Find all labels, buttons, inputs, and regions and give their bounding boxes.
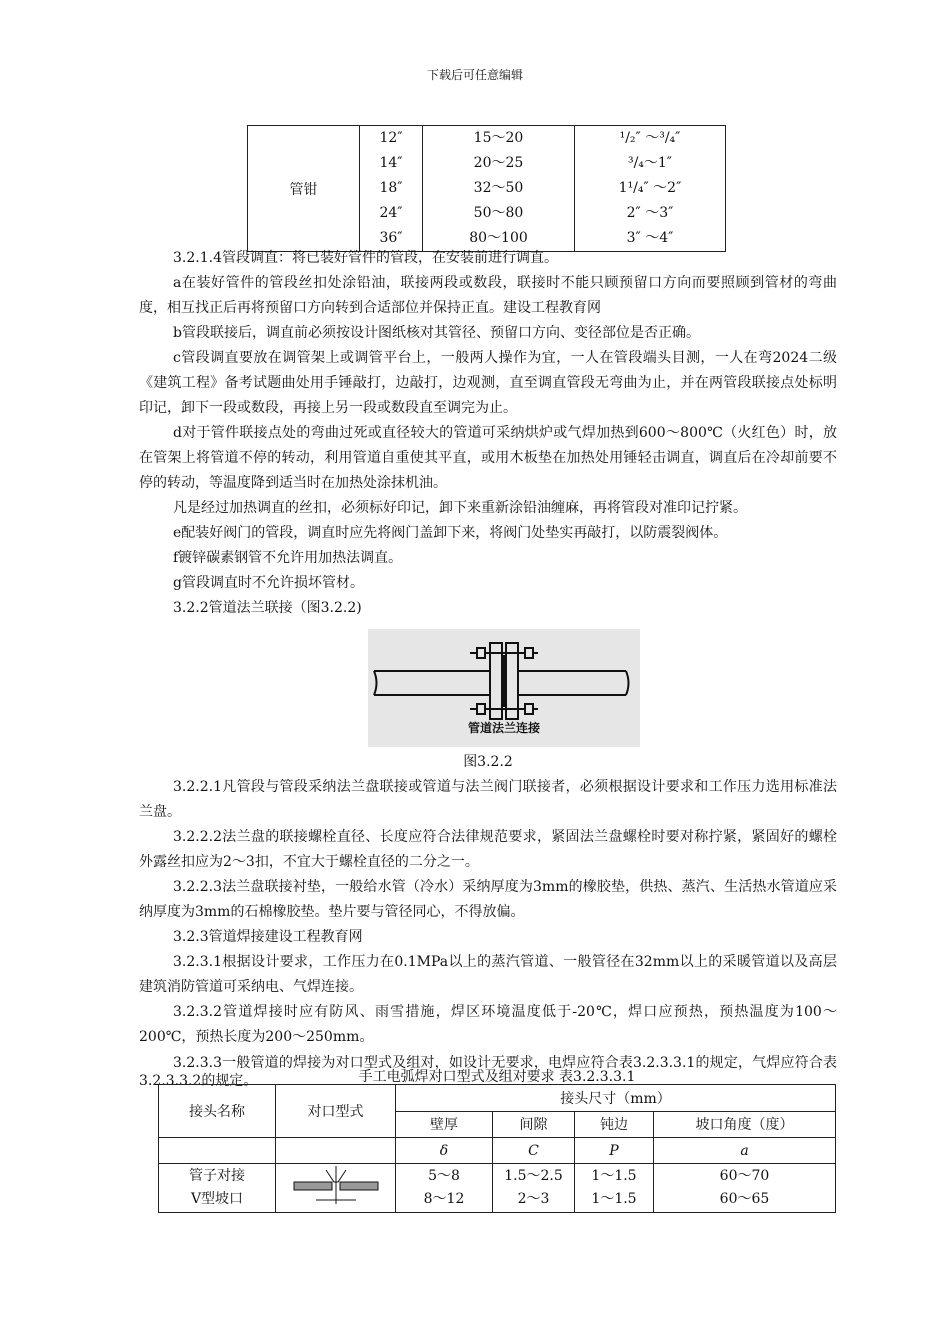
- page-header: 下载后可任意编辑: [426, 68, 523, 82]
- joint-name-cell: [159, 1164, 276, 1213]
- size-value: 14″: [379, 155, 403, 171]
- symbol-blunt: P: [575, 1138, 654, 1164]
- sub-header-gap: 间隙: [493, 1111, 575, 1138]
- sub-header-wall: 壁厚: [396, 1111, 493, 1138]
- range-value: 20～25: [473, 155, 524, 171]
- row-header-blank: [276, 1138, 396, 1164]
- paragraph: b管段联接后，调直前必须按设计图纸核对其管径、预留口方向、变径部位是否正确。: [173, 325, 700, 341]
- gap-value: 1.5～2.5: [504, 1168, 563, 1184]
- paragraph: e配装好阀门的管段，调直时应先将阀门盖卸下来，将阀门处垫实再敲打，以防震裂阀体。: [173, 525, 728, 541]
- paragraph: 3.2.2.1凡管段与管段采纳法兰盘联接或管道与法兰阀门联接者，必须根据设计要求和工作压力选用标准法兰盘。: [139, 779, 837, 820]
- angle-value: 60～70: [719, 1168, 770, 1184]
- joint-name: V型坡口: [190, 1191, 244, 1207]
- pipe-size-cell: [575, 126, 726, 252]
- blunt-value: 1～1.5: [591, 1168, 637, 1184]
- paragraph: a在装好管件的管段丝扣处涂铅油，联接两段或数段，联接时不能只顾预留口方向而要照顾到管材的弯曲度，相互找正后再将预留口方向转到合适部位并保持正直。建设工程教育网: [139, 275, 837, 316]
- section-heading: 3.2.3管道焊接建设工程教育网: [173, 929, 363, 945]
- col-header-dims: 接头尺寸（mm）: [396, 1085, 836, 1112]
- paragraph: d对于管件联接点处的弯曲过死或直径较大的管道可采纳烘炉或气焊加热到600～800℃（火红色）时，放在管架上将管道不停的转动，利用管道自重使其平直，或用木板垫在加热处用锤轻击调直，调直后在冷却前要不停的转动，等温度降到适当时在加热处涂抹机油。: [139, 425, 837, 491]
- angle-cell: [654, 1164, 836, 1213]
- size-value: 24″: [379, 205, 403, 221]
- range-value: 50～80: [473, 205, 524, 221]
- table-title: 手工电弧焊对口型式及组对要求 表3.2.3.3.1: [358, 1069, 636, 1085]
- symbol-gap: C: [493, 1138, 575, 1164]
- sub-header-blunt: 钝边: [575, 1111, 654, 1138]
- paragraph: 3.2.3.1根据设计要求，工作压力在0.1MPa以上的蒸汽管道、一般管径在32mm以上的采暖管道以及高层建筑消防管道可采纳电、气焊连接。: [139, 954, 837, 995]
- paragraph: 3.2.3.3一般管道的焊接为对口型式及组对，如设计无要求，电焊应符合表3.2.3.3.1的规定，气焊应符合表3.2.3.3.2的规定。: [139, 1055, 837, 1089]
- range-value: 15～20: [473, 130, 524, 146]
- col-header-form: 对口型式: [276, 1085, 396, 1138]
- size-value: 12″: [379, 130, 403, 146]
- figure-caption: 图3.2.2: [463, 754, 513, 770]
- pipe-size-value: 2″ ～3″: [626, 205, 674, 221]
- document-body: [139, 246, 837, 1090]
- range-value: 32～50: [473, 180, 524, 196]
- pipe-size-value: 3″ ～4″: [626, 230, 674, 246]
- joint-form-diagram-cell: [276, 1164, 396, 1213]
- gap-value: 2～3: [517, 1191, 550, 1207]
- paragraph: g管段调直时不允许损坏管材。: [173, 575, 364, 591]
- pipe-size-value: ³/₄～1″: [627, 155, 673, 171]
- sub-header-angle: 坡口角度（度）: [654, 1111, 836, 1138]
- weld-joint-table: [158, 1084, 836, 1213]
- paragraph: 3.2.1.4管段调直：将已装好管件的管段，在安装前进行调直。: [173, 250, 558, 266]
- wall-value: 8～12: [423, 1191, 465, 1207]
- symbol-angle: a: [654, 1138, 836, 1164]
- blunt-cell: [575, 1164, 654, 1213]
- pipe-size-value: 1¹/₄″ ～2″: [618, 180, 682, 196]
- size-value: 18″: [379, 180, 403, 196]
- size-value: 36″: [379, 230, 403, 246]
- paragraph: c管段调直要放在调管架上或调管平台上，一般两人操作为宜，一人在管段端头目测，一人在弯2024二级《建筑工程》备考试题曲处用手锤敲打，边敲打，边观测，直至调直管段无弯曲为止，并在两管段联接点处标明印记，卸下一段或数段，再接上另一段或数段直至调完为止。: [139, 350, 837, 416]
- paragraph: f镀锌碳素钢管不允许用加热法调直。: [173, 550, 403, 566]
- paragraph: 3.2.2.3法兰盘联接衬垫，一般给水管（冷水）采纳厚度为3mm的橡胶垫，供热、蒸汽、生活热水管道应采纳厚度为3mm的石棉橡胶垫。垫片要与管径同心，不得放偏。: [139, 879, 837, 920]
- paragraph: 3.2.3.2管道焊接时应有防风、雨雪措施，焊区环境温度低于-20℃，焊口应预热，预热温度为100～200℃，预热长度为200～250mm。: [139, 1004, 837, 1045]
- angle-value: 60～65: [719, 1191, 770, 1207]
- symbol-wall: δ: [396, 1138, 493, 1164]
- pipe-size-value: ¹/₂″ ～³/₄″: [619, 130, 681, 146]
- range-cell: [423, 126, 575, 252]
- size-cell: [360, 126, 423, 252]
- range-value: 80～100: [469, 230, 528, 246]
- blunt-value: 1～1.5: [591, 1191, 637, 1207]
- gap-cell: [493, 1164, 575, 1213]
- col-header-name: 接头名称: [159, 1085, 276, 1138]
- paragraph: 3.2.2.2法兰盘的联接螺栓直径、长度应符合法律规范要求，紧固法兰盘螺栓时要对称拧紧，紧固好的螺栓外露丝扣应为2～3扣，不宜大于螺栓直径的二分之一。: [139, 829, 837, 870]
- wall-cell: [396, 1164, 493, 1213]
- pipe-wrench-table: [247, 125, 726, 252]
- figure-label: 管道法兰连接: [467, 721, 540, 735]
- tool-cell: 管钳: [248, 126, 360, 252]
- flange-connection-figure: [368, 629, 640, 747]
- paragraph: 凡是经过加热调直的丝扣，必须标好印记，卸下来重新涂铅油缠麻，再将管段对准印记拧紧。: [173, 500, 747, 516]
- row-header-blank: [159, 1138, 276, 1164]
- joint-name: 管子对接: [189, 1168, 245, 1184]
- section-heading: 3.2.2管道法兰联接（图3.2.2): [173, 600, 362, 616]
- wall-value: 5～8: [428, 1168, 460, 1184]
- v-groove-diagram: [286, 1164, 386, 1208]
